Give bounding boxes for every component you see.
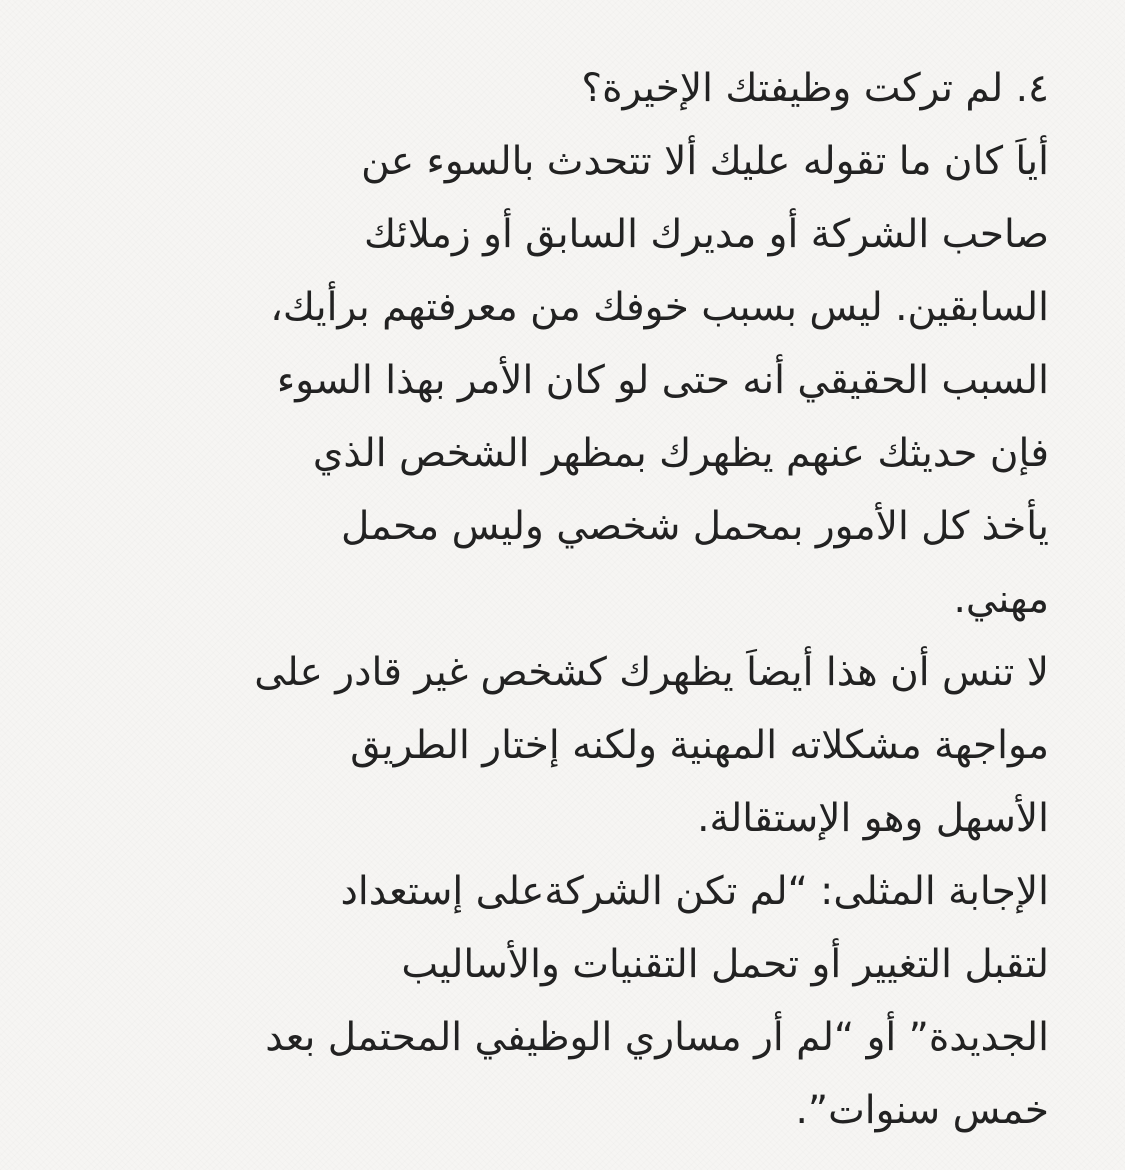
text-line: لتقبل التغيير أو تحمل التقنيات والأساليب [401, 942, 1049, 987]
text-line: الأسهل وهو الإستقالة. [697, 796, 1049, 841]
text-line: خمس سنوات”. [795, 1088, 1049, 1133]
question-heading: ٤. لم تركت وظيفتك الإخيرة؟ [581, 66, 1049, 111]
text-line: الجديدة” أو “لم أر مساري الوظيفي المحتمل بعد [265, 1015, 1049, 1060]
text-line: السابقين. ليس بسبب خوفك من معرفتهم برأيك، [270, 285, 1049, 330]
text-line: يأخذ كل الأمور بمحمل شخصي وليس محمل [341, 504, 1049, 549]
text-line: أياَ كان ما تقوله عليك ألا تتحدث بالسوء عن [361, 139, 1049, 184]
text-line: السبب الحقيقي أنه حتى لو كان الأمر بهذا السوء [276, 358, 1049, 403]
text-line: فإن حديثك عنهم يظهرك بمظهر الشخص الذي [312, 431, 1049, 476]
text-line: مهني. [953, 577, 1049, 622]
text-line: صاحب الشركة أو مديرك السابق أو زملائك [364, 212, 1049, 257]
note-text-block [59, 52, 1049, 1147]
text-line: لا تنس أن هذا أيضاَ يظهرك كشخص غير قادر على [254, 650, 1049, 695]
text-line: مواجهة مشكلاته المهنية ولكنه إختار الطريق [350, 723, 1049, 768]
best-answer-line: الإجابة المثلى: “لم تكن الشركةعلى إستعداد [340, 869, 1049, 914]
